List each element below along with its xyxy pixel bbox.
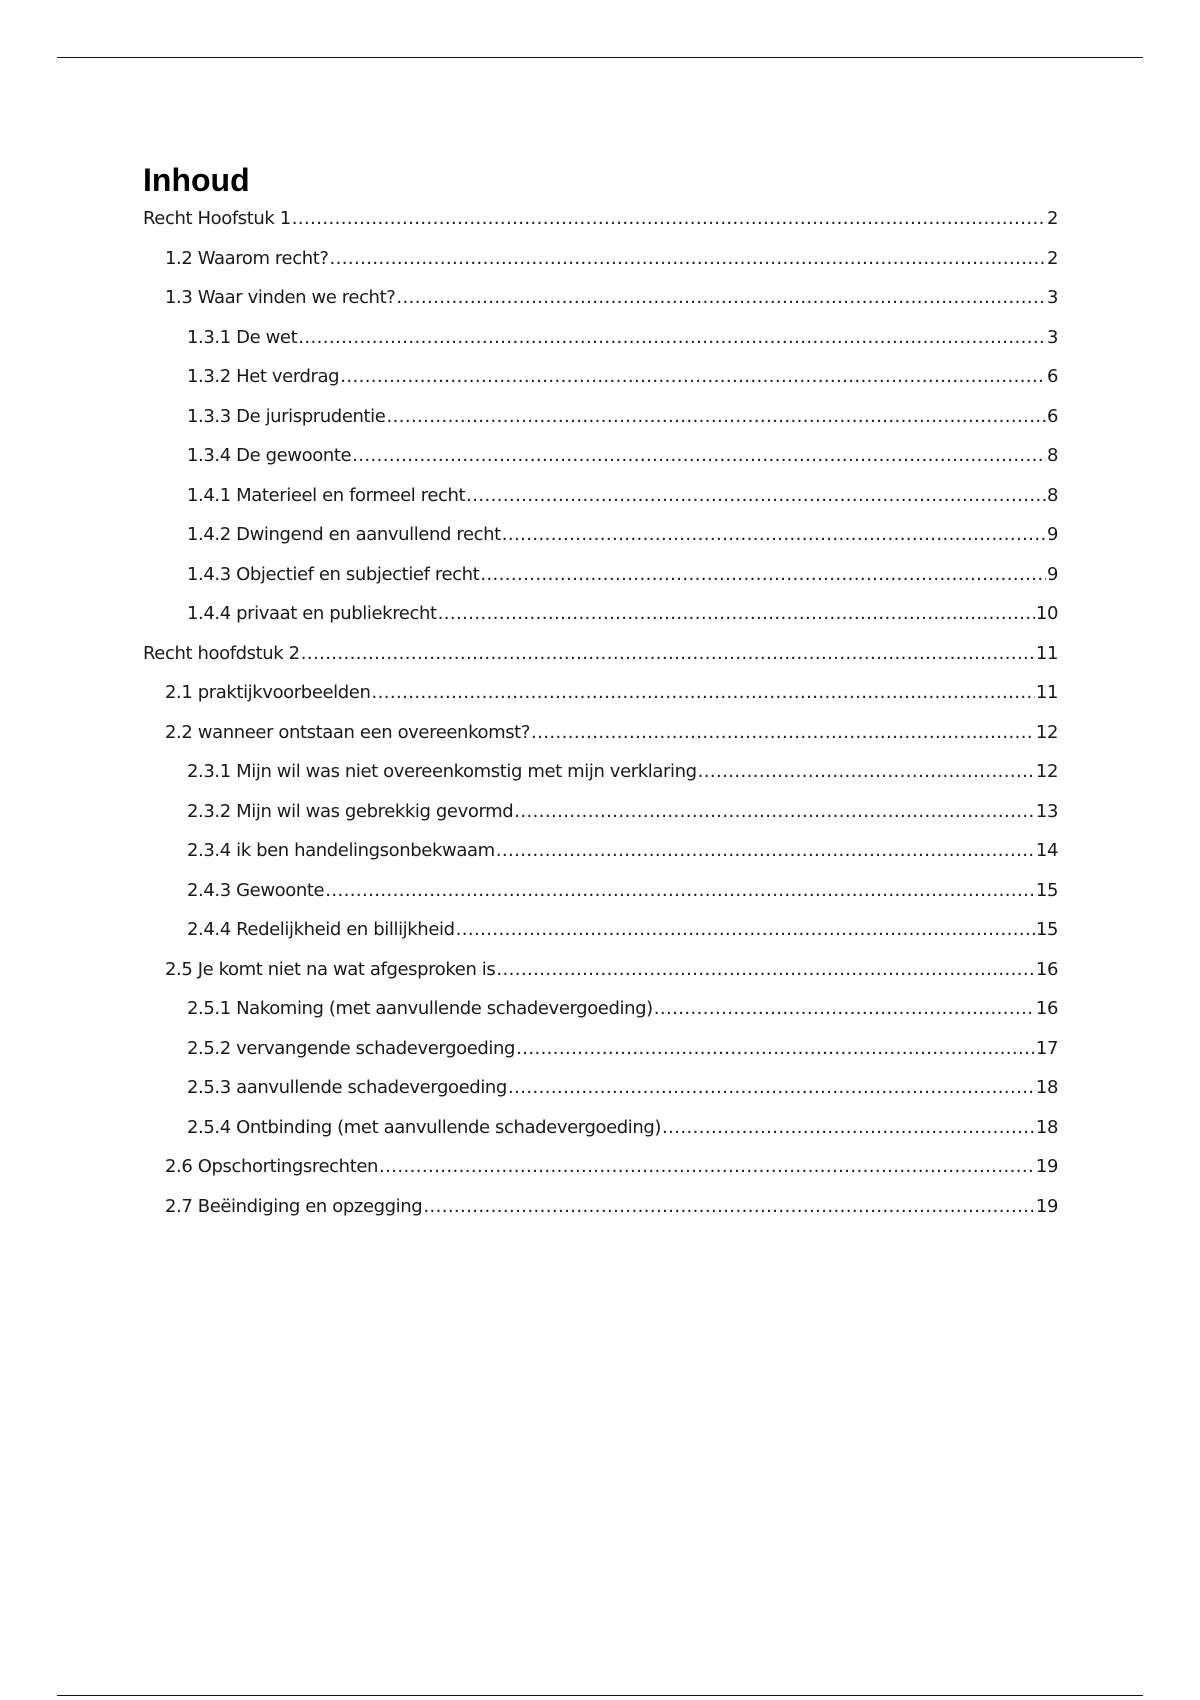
toc-list: [143, 208, 1058, 1235]
toc-entry[interactable]: [143, 445, 1058, 485]
toc-entry-text[interactable]: 2.3.2 Mijn wil was gebrekkig gevormd: [187, 800, 514, 822]
toc-entry-text[interactable]: 2.3.1 Mijn wil was niet overeenkomstig met mijn verklaring: [187, 761, 697, 782]
toc-page-number[interactable]: 6: [1046, 405, 1058, 427]
toc-entry[interactable]: [143, 327, 1058, 367]
toc-entry-text[interactable]: 2.5.2 vervangende schadevergoeding: [187, 1037, 516, 1059]
toc-entry[interactable]: [143, 287, 1058, 327]
toc-page-number[interactable]: 19: [1035, 1195, 1058, 1217]
toc-page-number[interactable]: 9: [1046, 563, 1058, 585]
toc-entry[interactable]: [143, 998, 1058, 1038]
toc-dot-leader: [502, 524, 1046, 545]
toc-entry[interactable]: [143, 1077, 1058, 1117]
toc-page-number[interactable]: 18: [1035, 1077, 1058, 1098]
toc-dot-leader: [531, 722, 1035, 743]
toc-dot-leader: [386, 406, 1045, 427]
toc-entry-text[interactable]: 2.3.4 ik ben handelingsonbekwaam: [187, 840, 495, 861]
toc-entry-text[interactable]: Recht Hoofstuk 1: [143, 208, 291, 229]
toc-entry[interactable]: [143, 880, 1058, 920]
toc-title: Inhoud: [143, 162, 250, 198]
toc-dot-leader: [292, 208, 1046, 229]
toc-dot-leader: [325, 880, 1035, 901]
toc-dot-leader: [371, 682, 1034, 703]
toc-page-number[interactable]: 2: [1046, 208, 1058, 229]
toc-page-number[interactable]: 13: [1035, 800, 1058, 822]
toc-page-number[interactable]: 15: [1035, 919, 1058, 940]
toc-dot-leader: [514, 801, 1035, 822]
toc-page-number[interactable]: 10: [1035, 603, 1058, 624]
toc-page-number[interactable]: 19: [1035, 1156, 1058, 1177]
toc-dot-leader: [508, 1077, 1035, 1098]
toc-entry[interactable]: [143, 208, 1058, 248]
toc-entry-text[interactable]: 1.3 Waar vinden we recht?: [165, 287, 396, 308]
toc-page-number[interactable]: 6: [1046, 366, 1058, 387]
toc-dot-leader: [330, 248, 1046, 269]
toc-entry-text[interactable]: 1.4.4 privaat en publiekrecht: [187, 603, 437, 624]
toc-dot-leader: [496, 959, 1035, 980]
toc-entry[interactable]: [143, 682, 1058, 722]
toc-entry-text[interactable]: 1.3.1 De wet: [187, 326, 298, 348]
toc-page-number[interactable]: 8: [1046, 445, 1058, 466]
toc-entry[interactable]: [143, 366, 1058, 406]
toc-dot-leader: [480, 564, 1046, 585]
toc-entry[interactable]: [143, 643, 1058, 683]
toc-entry[interactable]: [143, 1196, 1058, 1236]
toc-page-number[interactable]: 14: [1035, 840, 1058, 861]
toc-entry-text[interactable]: 2.7 Beëindiging en opzegging: [165, 1195, 423, 1217]
toc-page-number[interactable]: 8: [1046, 484, 1058, 506]
table-of-contents: [143, 160, 1058, 1235]
toc-dot-leader: [379, 1156, 1035, 1177]
toc-dot-leader: [438, 603, 1035, 624]
toc-entry-text[interactable]: 2.1 praktijkvoorbeelden: [165, 682, 371, 703]
toc-dot-leader: [662, 1117, 1035, 1138]
toc-entry[interactable]: [143, 1117, 1058, 1157]
toc-entry-text[interactable]: 2.5.3 aanvullende schadevergoeding: [187, 1077, 507, 1098]
toc-entry-text[interactable]: 2.4.4 Redelijkheid en billijkheid: [187, 919, 455, 940]
toc-dot-leader: [496, 840, 1035, 861]
toc-entry-text[interactable]: 2.5.1 Nakoming (met aanvullende schadevergoeding): [187, 998, 653, 1019]
toc-entry[interactable]: [143, 840, 1058, 880]
toc-page-number[interactable]: 15: [1035, 879, 1058, 901]
toc-entry-text[interactable]: 1.3.2 Het verdrag: [187, 366, 340, 387]
toc-dot-leader: [698, 761, 1035, 782]
toc-entry-text[interactable]: Recht hoofdstuk 2: [143, 642, 300, 664]
toc-entry[interactable]: [143, 524, 1058, 564]
toc-entry[interactable]: [143, 959, 1058, 999]
toc-dot-leader: [456, 919, 1035, 940]
toc-entry[interactable]: [143, 485, 1058, 525]
toc-page-number[interactable]: 18: [1035, 1116, 1058, 1138]
toc-page-number[interactable]: 3: [1046, 326, 1058, 348]
header-rule: [57, 57, 1143, 58]
toc-entry-text[interactable]: 1.4.2 Dwingend en aanvullend recht: [187, 524, 501, 545]
toc-dot-leader: [298, 327, 1046, 348]
toc-entry[interactable]: [143, 919, 1058, 959]
toc-page-number[interactable]: 16: [1035, 998, 1058, 1019]
toc-entry-text[interactable]: 1.4.1 Materieel en formeel recht: [187, 484, 466, 506]
footer-rule: [57, 1695, 1143, 1696]
toc-entry-text[interactable]: 1.3.4 De gewoonte: [187, 445, 352, 466]
toc-dot-leader: [516, 1038, 1035, 1059]
toc-dot-leader: [654, 998, 1035, 1019]
toc-entry[interactable]: [143, 603, 1058, 643]
toc-page-number[interactable]: 9: [1046, 524, 1058, 545]
toc-entry-text[interactable]: 2.2 wanneer ontstaan een overeenkomst?: [165, 721, 530, 743]
toc-entry-text[interactable]: 1.2 Waarom recht?: [165, 247, 329, 269]
toc-dot-leader: [466, 485, 1046, 506]
toc-entry[interactable]: [143, 722, 1058, 762]
toc-page-number[interactable]: 11: [1035, 682, 1058, 703]
toc-page-number[interactable]: 11: [1035, 642, 1058, 664]
toc-entry-text[interactable]: 1.3.3 De jurisprudentie: [187, 405, 386, 427]
toc-page-number[interactable]: 12: [1035, 761, 1058, 782]
toc-dot-leader: [340, 366, 1046, 387]
toc-entry-text[interactable]: 2.5 Je komt niet na wat afgesproken is: [165, 958, 496, 980]
toc-entry[interactable]: [143, 801, 1058, 841]
toc-page-number[interactable]: 3: [1046, 287, 1058, 308]
toc-entry[interactable]: [143, 761, 1058, 801]
toc-entry[interactable]: [143, 248, 1058, 288]
toc-entry[interactable]: [143, 1156, 1058, 1196]
toc-dot-leader: [352, 445, 1046, 466]
toc-entry-text[interactable]: 2.5.4 Ontbinding (met aanvullende schadevergoeding): [187, 1116, 662, 1138]
toc-page-number[interactable]: 17: [1035, 1037, 1058, 1059]
toc-dot-leader: [396, 287, 1046, 308]
toc-page-number[interactable]: 12: [1035, 721, 1058, 743]
toc-dot-leader: [301, 643, 1035, 664]
toc-entry-text[interactable]: 1.4.3 Objectief en subjectief recht: [187, 563, 480, 585]
toc-page-number[interactable]: 16: [1035, 958, 1058, 980]
toc-entry-text[interactable]: 2.6 Opschortingsrechten: [165, 1156, 379, 1177]
toc-entry-text[interactable]: 2.4.3 Gewoonte: [187, 879, 325, 901]
toc-entry[interactable]: [143, 1038, 1058, 1078]
toc-page-number[interactable]: 2: [1046, 247, 1058, 269]
toc-entry[interactable]: [143, 406, 1058, 446]
toc-entry[interactable]: [143, 564, 1058, 604]
toc-dot-leader: [423, 1196, 1035, 1217]
